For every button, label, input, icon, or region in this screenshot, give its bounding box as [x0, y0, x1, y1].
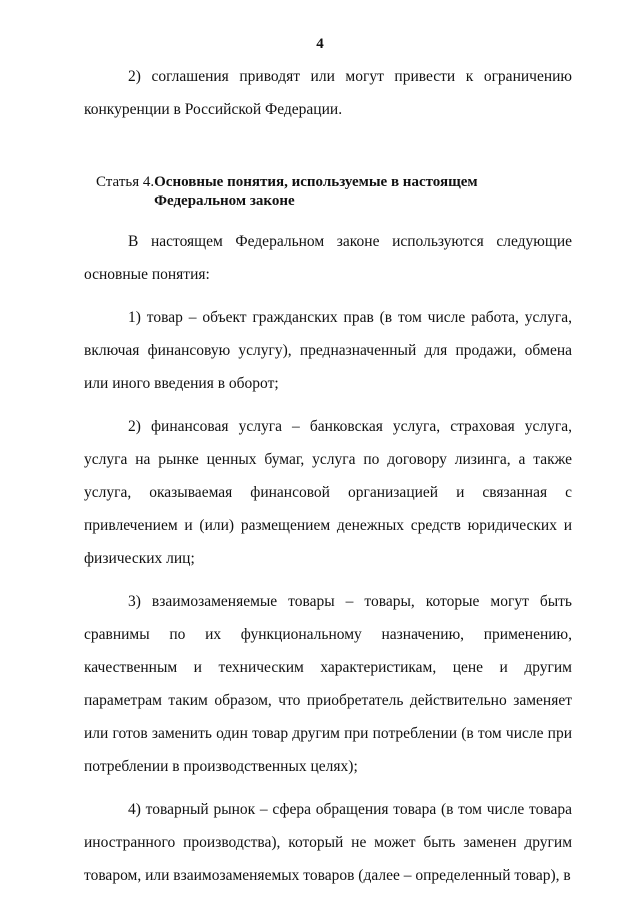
paragraph-definition-1: 1) товар – объект гражданских прав (в том числе работа, услуга, включая финансовую услугу), предназначенный для продажи, обмена или иного введения в оборот;: [84, 309, 572, 392]
paragraph-definitions-intro: В настоящем Федеральном законе используются следующие основные понятия:: [84, 233, 572, 283]
article-label: Статья 4.: [96, 174, 155, 190]
intro-paragraph: 2) соглашения приводят или могут привести к ограничению конкуренции в Российской Федерации.: [84, 68, 572, 118]
document-body: [84, 60, 572, 902]
page-number: 4: [316, 36, 324, 52]
paragraph-definition-3: 3) взаимозаменяемые товары – товары, которые могут быть сравнимы по их функциональному назначению, применению, качественным и техническим характеристикам, цене и другим параметрам таким образом, что приобретатель действительно заменяет или готов заменить один товар другим при потреблении (в том числе при потреблении в производственных целях);: [84, 593, 572, 775]
paragraph-definition-4: 4) товарный рынок – сфера обращения товара (в том числе товара иностранного производства), который не может быть заменен другим товаром, или взаимозаменяемых товаров (далее – определенный товар), в: [84, 801, 572, 884]
article-title: Основные понятия, используемые в настоящем Федеральном законе: [154, 174, 478, 209]
paragraph-definition-2: 2) финансовая услуга – банковская услуга, страховая услуга, услуга на рынке ценных бумаг, услуга по договору лизинга, а также услуга, оказываемая финансовой организацией и связанная с привлечением и (или) размещением денежных средств юридических и физических лиц;: [84, 418, 572, 567]
article-heading: [84, 173, 572, 211]
